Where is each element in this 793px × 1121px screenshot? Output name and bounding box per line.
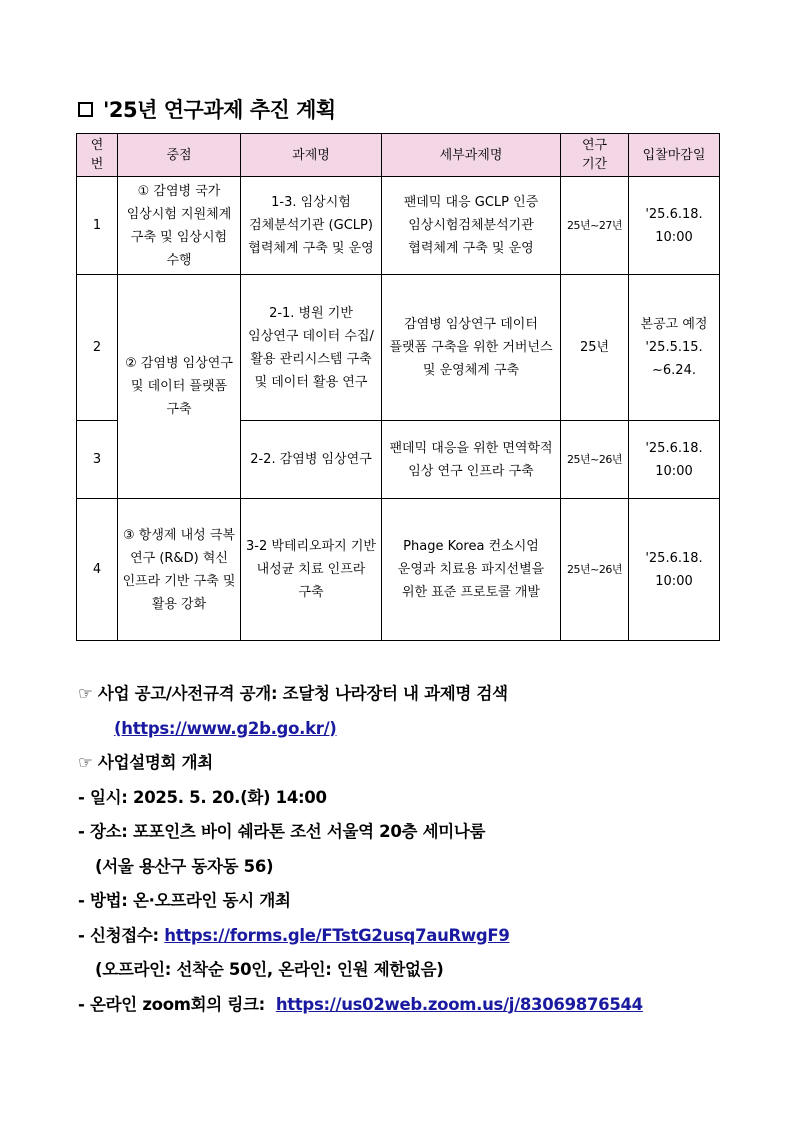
row-task: 3-2 박테리오파지 기반 내성균 치료 인프라 구축 xyxy=(241,499,382,641)
row-focus: ① 감염병 국가 임상시험 지원체계 구축 및 임상시험 수행 xyxy=(118,177,241,275)
row-period: 25년~26년 xyxy=(561,499,629,641)
zoom-line xyxy=(78,988,643,1023)
zoom-link[interactable]: https://us02web.zoom.us/j/83069876544 xyxy=(275,994,643,1014)
row-no: 4 xyxy=(77,499,118,641)
row-no: 1 xyxy=(77,177,118,275)
header-deadline: 입찰마감일 xyxy=(629,134,720,177)
apply-label: - 신청접수: xyxy=(78,925,165,945)
page-title-text: '25년 연구과제 추진 계획 xyxy=(103,98,336,122)
row-deadline: '25.6.18. 10:00 xyxy=(629,499,720,641)
date-line: - 일시: 2025. 5. 20.(화) 14:00 xyxy=(78,787,327,807)
notes-section xyxy=(78,677,643,1022)
briefing-line: ☞ 사업설명회 개최 xyxy=(78,753,213,772)
row-no: 2 xyxy=(77,275,118,421)
row-task: 1-3. 임상시험 검체분석기관 (GCLP) 협력체계 구축 및 운영 xyxy=(241,177,382,275)
row-deadline: '25.6.18. 10:00 xyxy=(629,421,720,499)
row-subtask: Phage Korea 컨소시엄 운영과 치료용 파지선별을 위한 표준 프로토콜 개발 xyxy=(382,499,561,641)
announce-line: ☞ 사업 공고/사전규격 공개: 조달청 나라장터 내 과제명 검색 xyxy=(78,684,508,703)
row-task: 2-1. 병원 기반 임상연구 데이터 수집/활용 관리시스템 구축 및 데이터 활용 연구 xyxy=(241,275,382,421)
page-title xyxy=(78,94,336,124)
table-row xyxy=(77,499,720,641)
method-line: - 방법: 온·오프라인 동시 개최 xyxy=(78,891,291,910)
row-period: 25년 xyxy=(561,275,629,421)
checkbox-square-icon xyxy=(78,102,93,117)
place-line: - 장소: 포포인츠 바이 쉐라톤 조선 서울역 20층 세미나룸 xyxy=(78,822,486,841)
row-period: 25년~27년 xyxy=(561,177,629,275)
header-task: 과제명 xyxy=(241,134,382,177)
row-deadline: '25.6.18. 10:00 xyxy=(629,177,720,275)
row-focus: ② 감염병 임상연구 및 데이터 플랫폼 구축 xyxy=(118,275,241,499)
header-no: 연 번 xyxy=(77,134,118,177)
capacity-line: (오프라인: 선착순 50인, 온라인: 인원 제한없음) xyxy=(95,960,444,979)
table-row xyxy=(77,177,720,275)
apply-form-link[interactable]: https://forms.gle/FTstG2usq7auRwgF9 xyxy=(164,925,510,945)
row-focus: ③ 항생제 내성 극복 연구 (R&D) 혁신 인프라 기반 구축 및 활용 강화 xyxy=(118,499,241,641)
row-subtask: 팬데믹 대응을 위한 면역학적 임상 연구 인프라 구축 xyxy=(382,421,561,499)
apply-line xyxy=(78,919,643,954)
table-header-row xyxy=(77,134,720,177)
row-subtask: 감염병 임상연구 데이터 플랫폼 구축을 위한 거버넌스 및 운영체계 구축 xyxy=(382,275,561,421)
row-period: 25년~26년 xyxy=(561,421,629,499)
address-line: (서울 용산구 동자동 56) xyxy=(95,856,274,876)
row-deadline: 본공고 예정 '25.5.15. ~6.24. xyxy=(629,275,720,421)
row-task: 2-2. 감염병 임상연구 xyxy=(241,421,382,499)
header-focus: 중점 xyxy=(118,134,241,177)
research-plan-table xyxy=(76,133,720,641)
zoom-label: - 온라인 zoom회의 링크: xyxy=(78,994,276,1014)
table-row xyxy=(77,275,720,421)
row-no: 3 xyxy=(77,421,118,499)
g2b-link[interactable]: (https://www.g2b.go.kr/) xyxy=(114,718,337,738)
header-subtask: 세부과제명 xyxy=(382,134,561,177)
row-subtask: 팬데믹 대응 GCLP 인증 임상시험검체분석기관 협력체계 구축 및 운영 xyxy=(382,177,561,275)
header-period: 연구 기간 xyxy=(561,134,629,177)
